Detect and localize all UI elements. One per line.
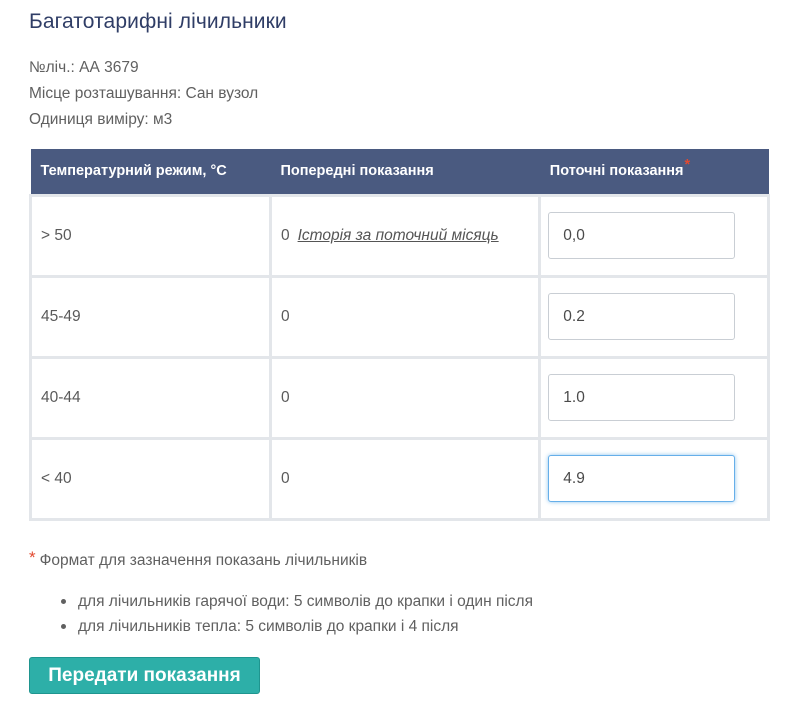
current-cell xyxy=(540,195,769,276)
previous-cell xyxy=(270,357,539,438)
current-reading-input[interactable] xyxy=(548,374,735,421)
current-cell xyxy=(540,357,769,438)
header-temperature: Температурний режим, °C xyxy=(40,163,227,180)
table-row xyxy=(31,276,769,357)
header-previous: Попередні показання xyxy=(280,163,434,180)
previous-value: 0 xyxy=(280,226,290,244)
meter-number: №ліч.: АА 3679 xyxy=(29,59,139,76)
meter-unit: Одиниця виміру: м3 xyxy=(29,111,173,128)
temperature-cell: > 50 xyxy=(31,195,271,276)
footnote-text: Формат для зазначення показань лічильників xyxy=(39,552,368,569)
history-link[interactable]: Історія за поточний місяць xyxy=(297,226,499,244)
page-title: Багатотарифні лічильники xyxy=(29,10,287,33)
list-item: для лічильників гарячої води: 5 символів до крапки і один після xyxy=(58,592,533,617)
current-reading-input[interactable] xyxy=(548,212,735,259)
previous-value: 0 xyxy=(280,469,290,487)
previous-value: 0 xyxy=(280,388,290,406)
temperature-cell: 40-44 xyxy=(31,357,271,438)
submit-readings-button[interactable]: Передати показання xyxy=(29,657,260,694)
table-row xyxy=(31,438,769,519)
list-item: для лічильників тепла: 5 символів до крапки і 4 після xyxy=(58,617,533,642)
previous-cell xyxy=(270,195,539,276)
format-rules-list xyxy=(58,592,533,642)
table-header-row xyxy=(31,149,769,195)
previous-cell xyxy=(270,276,539,357)
meter-location: Місце розташування: Сан вузол xyxy=(29,85,259,102)
current-reading-input-focused[interactable] xyxy=(548,455,735,502)
header-current-label: Поточні показання xyxy=(549,163,684,180)
current-cell xyxy=(540,276,769,357)
temperature-cell: 45-49 xyxy=(31,276,271,357)
required-asterisk: * xyxy=(684,157,691,174)
temperature-cell: < 40 xyxy=(31,438,271,519)
format-footnote xyxy=(29,550,367,570)
readings-table xyxy=(29,149,770,521)
previous-cell xyxy=(270,438,539,519)
table-row xyxy=(31,357,769,438)
footnote-asterisk: * xyxy=(29,548,36,567)
current-cell xyxy=(540,438,769,519)
meter-info xyxy=(29,58,258,136)
header-current xyxy=(540,149,769,195)
table-row xyxy=(31,195,769,276)
previous-value: 0 xyxy=(280,307,290,325)
current-reading-input[interactable] xyxy=(548,293,735,340)
